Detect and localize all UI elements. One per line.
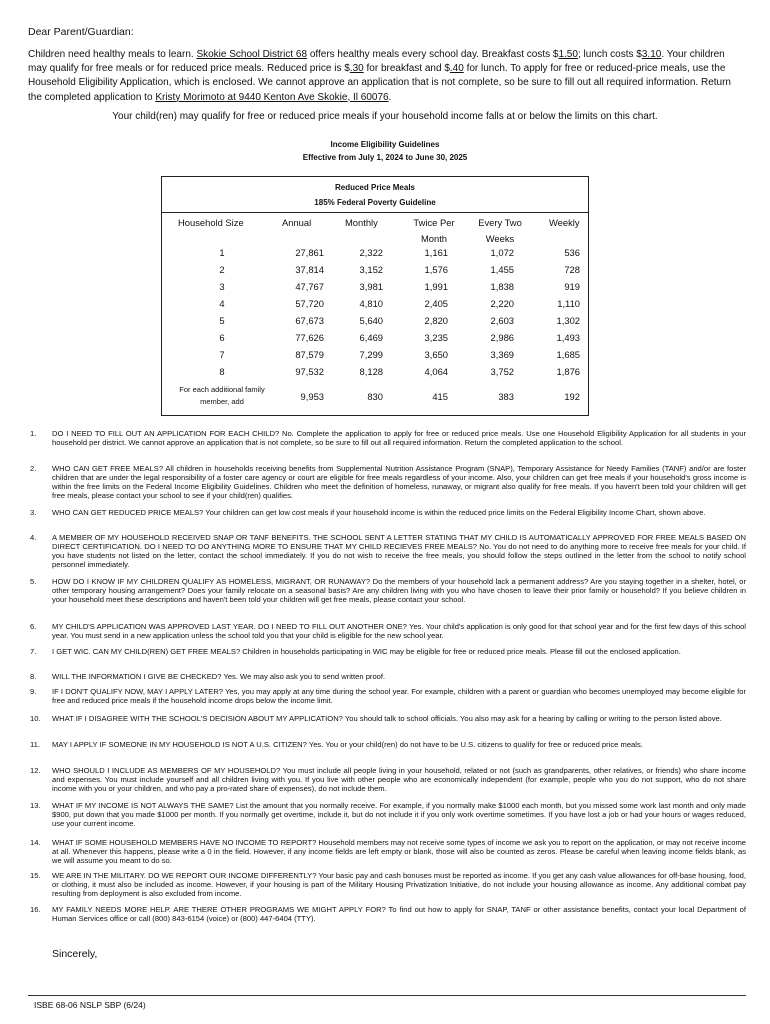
breakfast-price: 1.50 [558,49,578,60]
twice-cell: 1,991 [424,281,448,292]
lunch-price: 3.10 [641,49,662,60]
weekly-cell: 1,110 [557,298,580,309]
intro-text: . Your children may qualify for free meals or for reduced price meals. Reduced price is $ [28,49,725,75]
every-cell: 1,072 [490,247,514,258]
qualify-line: Your child(ren) may qualify for free or reduced price meals if your household income falls at or below the limits on this chart. [112,111,658,122]
faq-text: HOW DO I KNOW IF MY CHILDREN QUALIFY AS HOMELESS, MIGRANT, OR RUNAWAY? Do the members of your household lack a permanent address? Are you staying together in a shelter, hotel, or other temporary housing arrangement? Does your family relocate on a seasonal basis? Are any children living with you who have chosen to leave their prior family or household? If you believe children in your household meet these descriptions and haven't been told your children will get free meals, please contact your school. [52,577,746,604]
faq-number: 10. [30,714,41,723]
household-size-cell: 6 [219,332,225,343]
every-cell: 1,455 [490,264,514,275]
additional-annual: 9,953 [300,391,324,402]
weekly-cell: 1,685 [556,349,580,360]
household-size-cell: 1 [219,247,225,258]
every-cell: 3,752 [490,366,514,377]
faq-text: WHO CAN GET REDUCED PRICE MEALS? Your children can get low cost meals if your household income is within the reduced price limits on the Federal Eligibility Income Chart, shown above. [52,508,706,517]
every-cell: 2,220 [490,298,514,309]
weekly-cell: 1,493 [556,332,580,343]
household-size-cell: 7 [219,349,225,360]
annual-cell: 37,814 [295,264,324,275]
weekly-cell: 728 [564,264,580,275]
faq-number: 16. [30,905,41,914]
faq-number: 8. [30,672,37,681]
header-twice-line2: Month [420,232,448,244]
guidelines-effective: Effective from July 1, 2024 to June 30, 2025 [302,152,468,162]
faq-number: 6. [30,622,37,631]
every-cell: 1,838 [490,281,514,292]
header-twice-line1: Twice Per [413,217,455,228]
monthly-cell: 6,469 [359,332,383,343]
twice-cell: 3,650 [424,349,448,360]
additional-every: 383 [498,391,514,402]
faq-number: 5. [30,577,37,586]
intro-paragraph [28,48,744,105]
reduced-lunch-price: .40 [449,63,464,75]
header-every-line2: Weeks [485,232,515,244]
faq-text: WHO SHOULD I INCLUDE AS MEMBERS OF MY HOUSEHOLD? You must include all people living in your household, related or not (such as grandparents, other relatives, or friends) who share income and expenses. You must include yourself and all children living with you. If you live with other people who are economically independent (for example, people who you do not support, who do not share income with you or your children, and who pay a pro-rated share of expenses), do not include them. [52,766,746,793]
faq-text: WHAT IF I DISAGREE WITH THE SCHOOL'S DECISION ABOUT MY APPLICATION? You should talk to school officials. You also may ask for a hearing by calling or writing to the person listed above. [52,714,722,723]
annual-cell: 97,532 [295,366,324,377]
intro-text: offers healthy meals every school day. Breakfast costs $ [309,49,559,60]
faq-text: IF I DON'T QUALIFY NOW, MAY I APPLY LATER? Yes, you may apply at any time during the school year. For example, children with a parent or guardian who becomes unemployed may become eligible for free and reduced price meals if the household income drops below the income limit. [52,687,746,705]
table-subtitle: 185% Federal Poverty Guideline [314,198,436,207]
monthly-cell: 2,322 [359,247,383,258]
twice-cell: 3,235 [424,332,448,343]
weekly-cell: 919 [564,281,580,292]
intro-text: ; lunch costs $ [577,49,642,60]
faq-number: 7. [30,647,37,656]
faq-text: I GET WIC. CAN MY CHILD(REN) GET FREE MEALS? Children in households participating in WIC may be eligible for free or reduced price meals. Please fill out the enclosed application. [52,647,681,656]
closing: Sincerely, [52,948,98,960]
faq-number: 11. [30,740,40,749]
header-monthly: Monthly [345,217,378,228]
monthly-cell: 3,152 [359,264,383,275]
additional-member-label [162,384,282,408]
additional-weekly: 192 [564,391,580,402]
header-weekly: Weekly [549,217,580,228]
annual-cell: 67,673 [295,315,324,326]
every-cell: 3,369 [490,349,514,360]
faq-text: WHAT IF SOME HOUSEHOLD MEMBERS HAVE NO INCOME TO REPORT? Household members may not receive some types of income we ask you to report on the application, or may not receive income at all. Whenever this happens, please write a 0 in the field. However, if any income fields are left empty or blank, those will also be counted as zeros. Please be careful when leaving income fields blank, as we will assume you meant to do so. [52,838,746,865]
monthly-cell: 3,981 [359,281,383,292]
reduced-breakfast-price: .30 [349,63,364,75]
faq-number: 2. [30,464,37,473]
return-address: Kristy Morimoto at 9440 Kenton Ave Skokie, Il 60076 [155,91,389,103]
twice-cell: 2,405 [424,298,448,309]
additional-label-line2: member, add [200,397,244,406]
guidelines-title: Income Eligibility Guidelines [330,140,440,149]
faq-text: A MEMBER OF MY HOUSEHOLD RECEIVED SNAP OR TANF BENEFITS. THE SCHOOL SENT A LETTER STATING THAT MY CHILD IS AUTOMATICALLY APPROVED FOR FREE MEALS BASED ON DIRECT CERTIFICATION. DO I NEED TO DO ANYTHING MORE TO ENSURE THAT MY CHILD RECIEVES FREE MEALS? No. You do not need to do anything more to receive free meals for your child. If you have students not listed on the letter, contact the school immediately. If you do not wish to receive the free meals, you should follow the steps outlined in the letter from the school to notify school personnel immediately. [52,533,746,569]
faq-text: WE ARE IN THE MILITARY. DO WE REPORT OUR INCOME DIFFERENTLY? Your basic pay and cash bonuses must be reported as income. If you get any cash value allowances for off-base housing, food, or clothing, it must also be included as income. However, if your housing is part of the Military Housing Privatization Initiative, do not include your housing allowance as income. Any additional combat pay resulting from deployment is also excluded from income. [52,871,747,898]
faq-text: MY FAMILY NEEDS MORE HELP. ARE THERE OTHER PROGRAMS WE MIGHT APPLY FOR? To find out how to apply for SNAP, TANF or other assistance benefits, contact your local Department of Human Services office or call (800) 843-6154 (voice) or (800) 447-6404 (TTY). [52,905,746,923]
faq-text: MAY I APPLY IF SOMEONE IN MY HOUSEHOLD IS NOT A U.S. CITIZEN? Yes. You or your child(ren) do not have to be U.S. citizens to qualify for free or reduced price meals. [52,740,643,749]
weekly-cell: 1,876 [556,366,580,377]
salutation: Dear Parent/Guardian: [28,26,134,38]
faq-number: 12. [30,766,41,775]
intro-text: for lunch. To apply for free or reduced-price meals, use the Household Eligibility Application, which is enclosed. We cannot approve an application that is not complete, so be sure to fill out all required information. Return the completed application to [28,63,731,103]
header-every-line1: Every Two [478,217,522,228]
faq-text: DO I NEED TO FILL OUT AN APPLICATION FOR EACH CHILD? No. Complete the application to apply for free or reduced price meals. Use one Household Eligibility Application for all students in your household per district. We cannot approve an application that is not complete, so be sure to fill out all required information. Return the completed application to the school. [52,429,746,447]
twice-cell: 1,576 [424,264,448,275]
twice-cell: 2,820 [424,315,448,326]
table-divider [162,212,588,213]
faq-number: 4. [30,533,37,542]
household-size-cell: 4 [219,298,225,309]
faq-number: 13. [30,801,41,810]
twice-cell: 1,161 [424,247,448,258]
household-size-cell: 8 [219,366,225,377]
footer-divider [28,995,746,996]
intro-text: Children need healthy meals to learn. [28,49,194,60]
faq-number: 14. [30,838,41,847]
monthly-cell: 7,299 [359,349,383,360]
faq-number: 3. [30,508,37,517]
faq-text: MY CHILD'S APPLICATION WAS APPROVED LAST YEAR. DO I NEED TO FILL OUT ANOTHER ONE? Yes. Your child's application is only good for that school year and for the first few days of this school year. You must send in a new application unless the school told you that your child is eligible for the new school year. [52,622,746,640]
guidelines-heading [0,139,770,164]
faq-text: WHO CAN GET FREE MEALS? All children in households receiving benefits from Supplemental Nutrition Assistance Program (SNAP), Temporary Assistance for Needy Families (TANF) and/or are foster children that are under the legal responsibility of a foster care agency or court are eligible for free meals regardless of your income. Also, your children can get free meals if your household's gross income is within the free limits on the Federal Income Eligibility Guidelines. Children who meet the definition of homeless, runaway, or migrant also qualify for free meals. If you haven't been told your children will get free meals, please contact your school to see if your child(ren) qualifies. [52,464,746,500]
table-heading [162,180,588,210]
additional-label-line1: For each additional family [179,385,265,394]
monthly-cell: 4,810 [359,298,383,309]
weekly-cell: 536 [564,247,580,258]
income-table [161,176,589,416]
weekly-cell: 1,302 [556,315,580,326]
household-size-cell: 5 [219,315,225,326]
faq-number: 15. [30,871,41,880]
monthly-cell: 8,128 [359,366,383,377]
district-name: Skokie School District 68 [196,49,308,60]
intro-text: . [388,91,392,103]
faq-number: 9. [30,687,37,696]
every-cell: 2,986 [490,332,514,343]
form-code: ISBE 68-06 NSLP SBP (6/24) [34,1000,146,1010]
twice-cell: 4,064 [424,366,448,377]
intro-text: for breakfast and $ [366,63,450,75]
annual-cell: 77,626 [295,332,324,343]
faq-text: WILL THE INFORMATION I GIVE BE CHECKED? Yes. We may also ask you to send written proof. [52,672,386,681]
household-size-cell: 3 [219,281,225,292]
household-size-cell: 2 [219,264,225,275]
annual-cell: 27,861 [295,247,324,258]
header-twice-per-month [410,215,458,246]
monthly-cell: 5,640 [359,315,383,326]
annual-cell: 57,720 [295,298,324,309]
additional-monthly: 830 [367,391,383,402]
faq-text: WHAT IF MY INCOME IS NOT ALWAYS THE SAME? List the amount that you normally receive. For example, if you normally make $1000 each month, but you missed some work last month and only made $900, put down that you made $1000 per month. If you normally get overtime, include it, but do not include it if you only work overtime sometimes. If you have lost a job or had your hours or wages reduced, use your current income. [52,801,746,828]
faq-number: 1. [30,429,37,438]
header-household: Household Size [178,217,244,228]
annual-cell: 47,767 [295,281,324,292]
header-every-two-weeks [474,215,526,246]
header-annual: Annual [282,217,312,228]
every-cell: 2,603 [490,315,514,326]
table-title: Reduced Price Meals [334,183,416,192]
annual-cell: 87,579 [295,349,324,360]
additional-twice: 415 [432,391,448,402]
